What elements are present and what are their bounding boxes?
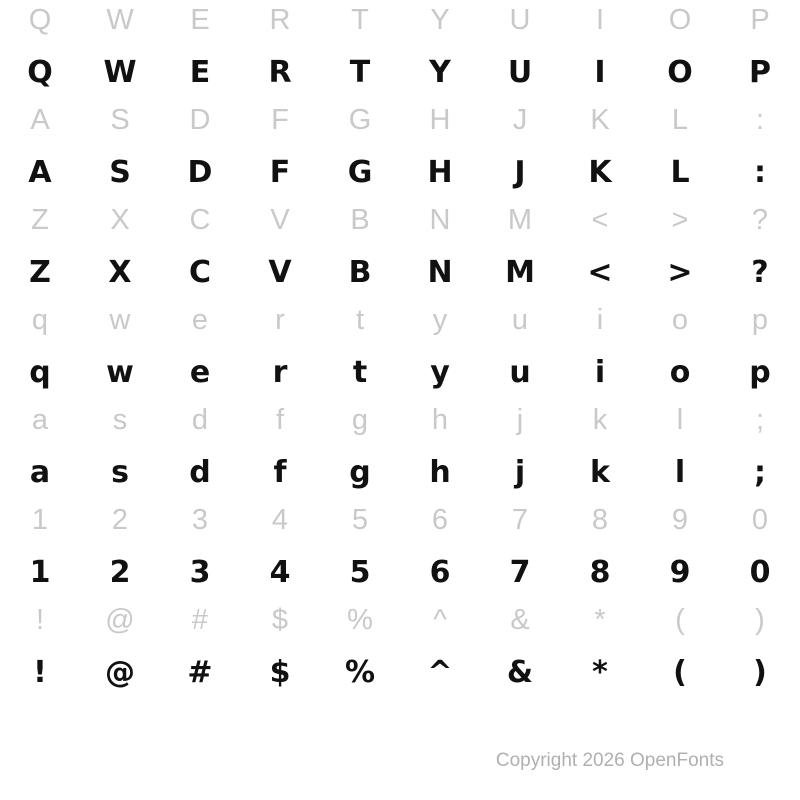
source-char: ? [751, 204, 769, 236]
source-char: o [671, 304, 689, 336]
glyph-sample: Y [429, 55, 451, 90]
source-char: 3 [191, 504, 209, 536]
label-row-asdfghjkl-upper [0, 100, 800, 150]
glyph-sample: u [509, 355, 531, 390]
glyph-sample: d [189, 455, 211, 490]
copyright-notice: Copyright 2026 OpenFonts [495, 750, 724, 771]
glyph-sample: < [587, 255, 613, 290]
glyph-sample: 0 [749, 555, 771, 590]
glyph-sample: % [344, 655, 376, 690]
glyph-sample: 7 [509, 555, 531, 590]
glyph-sample: s [111, 455, 129, 490]
source-char: M [507, 204, 533, 236]
source-char: t [355, 304, 365, 336]
glyph-sample: a [29, 455, 51, 490]
glyph-sample: g [349, 455, 371, 490]
source-char: Q [28, 4, 52, 36]
glyph-sample: * [592, 655, 608, 690]
glyph-sample: y [430, 355, 450, 390]
source-char: P [750, 4, 770, 36]
glyph-sample: F [269, 155, 291, 190]
source-char: G [348, 104, 372, 136]
glyph-row-symbols [0, 650, 800, 700]
source-char: 4 [271, 504, 289, 536]
glyph-sample: 1 [29, 555, 51, 590]
glyph-sample: G [347, 155, 373, 190]
source-char: 7 [511, 504, 529, 536]
source-char: 8 [591, 504, 609, 536]
source-char: & [510, 604, 530, 636]
glyph-sample: B [348, 255, 372, 290]
glyph-sample: J [514, 155, 526, 190]
glyph-sample: S [109, 155, 131, 190]
glyph-sample: Q [27, 55, 53, 90]
glyph-sample: D [187, 155, 213, 190]
glyph-sample: I [594, 55, 606, 90]
source-char: w [109, 304, 131, 336]
source-char: : [755, 104, 765, 136]
glyph-sample: ; [754, 455, 766, 490]
source-char: W [106, 4, 134, 36]
glyph-sample: > [667, 255, 693, 290]
glyph-sample: 8 [589, 555, 611, 590]
glyph-sample: 3 [189, 555, 211, 590]
source-char: 9 [671, 504, 689, 536]
source-char: ) [755, 604, 765, 636]
glyph-row-digits [0, 550, 800, 600]
source-char: u [511, 304, 529, 336]
source-char: R [269, 4, 291, 36]
glyph-sample: Z [29, 255, 51, 290]
source-char: U [509, 4, 531, 36]
source-char: 6 [431, 504, 449, 536]
source-char: T [351, 4, 369, 36]
source-char: S [110, 104, 130, 136]
source-char: E [190, 4, 210, 36]
source-char: O [668, 4, 692, 36]
source-char: p [751, 304, 769, 336]
glyph-sample: : [754, 155, 766, 190]
glyph-sample: 6 [429, 555, 451, 590]
source-char: # [191, 604, 209, 636]
glyph-sample: l [674, 455, 686, 490]
source-char: 2 [111, 504, 129, 536]
source-char: Y [430, 4, 450, 36]
glyph-sample: ! [33, 655, 47, 690]
source-char: ^ [433, 604, 447, 636]
glyph-sample: C [188, 255, 212, 290]
glyph-sample: A [28, 155, 52, 190]
source-char: y [432, 304, 448, 336]
source-char: q [31, 304, 49, 336]
glyph-sample: 4 [269, 555, 291, 590]
glyph-sample: & [506, 655, 534, 690]
glyph-row-zxcvbnm-upper [0, 250, 800, 300]
glyph-sample: r [272, 355, 288, 390]
source-char: l [676, 404, 684, 436]
glyph-sample: O [667, 55, 693, 90]
source-char: ! [35, 604, 45, 636]
label-row-digits [0, 500, 800, 550]
glyph-sample: R [268, 55, 292, 90]
source-char: i [596, 304, 604, 336]
glyph-sample: H [427, 155, 453, 190]
source-char: $ [271, 604, 289, 636]
glyph-sample: j [514, 455, 526, 490]
source-char: 1 [31, 504, 49, 536]
source-char: a [31, 404, 49, 436]
source-char: H [429, 104, 451, 136]
glyph-sample: K [588, 155, 612, 190]
glyph-sample: 9 [669, 555, 691, 590]
glyph-sample: i [594, 355, 606, 390]
source-char: ( [675, 604, 685, 636]
label-row-qwertyuiop-lower [0, 300, 800, 350]
source-char: F [271, 104, 289, 136]
glyph-sample: P [749, 55, 771, 90]
source-char: r [275, 304, 285, 336]
source-char: 5 [351, 504, 369, 536]
source-char: < [591, 204, 609, 236]
source-char: V [270, 204, 290, 236]
label-row-zxcvbnm-upper [0, 200, 800, 250]
glyph-sample: w [106, 355, 134, 390]
glyph-sample: k [590, 455, 610, 490]
glyph-sample: T [349, 55, 371, 90]
source-char: C [189, 204, 211, 236]
glyph-sample: o [669, 355, 691, 390]
glyph-sample: 5 [349, 555, 371, 590]
source-char: J [512, 104, 528, 136]
source-char: ; [755, 404, 765, 436]
source-char: h [431, 404, 449, 436]
glyph-sample: ^ [427, 655, 453, 690]
glyph-sample: N [427, 255, 453, 290]
source-char: X [110, 204, 130, 236]
glyph-sample: t [352, 355, 368, 390]
label-row-qwertyuiop-upper [0, 0, 800, 50]
glyph-sample: ( [673, 655, 687, 690]
source-char: N [429, 204, 451, 236]
source-char: j [516, 404, 524, 436]
glyph-sample: E [189, 55, 211, 90]
glyph-sample: # [187, 655, 213, 690]
source-char: L [671, 104, 689, 136]
glyph-sample: ) [753, 655, 767, 690]
glyph-sample: f [273, 455, 287, 490]
source-char: s [112, 404, 128, 436]
glyph-sample: ? [751, 255, 769, 290]
glyph-sample: L [670, 155, 690, 190]
glyph-row-qwertyuiop-upper [0, 50, 800, 100]
glyph-sample: U [507, 55, 533, 90]
source-char: B [350, 204, 370, 236]
label-row-asdfghjkl-lower [0, 400, 800, 450]
glyph-sample: @ [105, 655, 135, 690]
source-char: I [595, 4, 605, 36]
glyph-sample: 2 [109, 555, 131, 590]
source-char: * [594, 604, 606, 636]
source-char: g [351, 404, 369, 436]
source-char: K [590, 104, 610, 136]
source-char: A [30, 104, 50, 136]
source-char: d [191, 404, 209, 436]
glyph-sample: V [268, 255, 292, 290]
source-char: % [347, 604, 373, 636]
glyph-sample: e [189, 355, 211, 390]
source-char: > [671, 204, 689, 236]
glyph-sample: h [429, 455, 451, 490]
source-char: D [189, 104, 211, 136]
glyph-sample: $ [269, 655, 291, 690]
glyph-row-qwertyuiop-lower [0, 350, 800, 400]
glyph-row-asdfghjkl-upper [0, 150, 800, 200]
source-char: Z [31, 204, 49, 236]
glyph-sample: X [108, 255, 132, 290]
source-char: 0 [751, 504, 769, 536]
glyph-sample: q [29, 355, 51, 390]
source-char: k [592, 404, 608, 436]
label-row-symbols [0, 600, 800, 650]
glyph-sample: M [505, 255, 535, 290]
source-char: e [191, 304, 209, 336]
source-char: @ [105, 604, 135, 636]
glyph-sample: p [749, 355, 771, 390]
glyph-sample: W [103, 55, 137, 90]
glyph-row-asdfghjkl-lower [0, 450, 800, 500]
source-char: f [275, 404, 285, 436]
